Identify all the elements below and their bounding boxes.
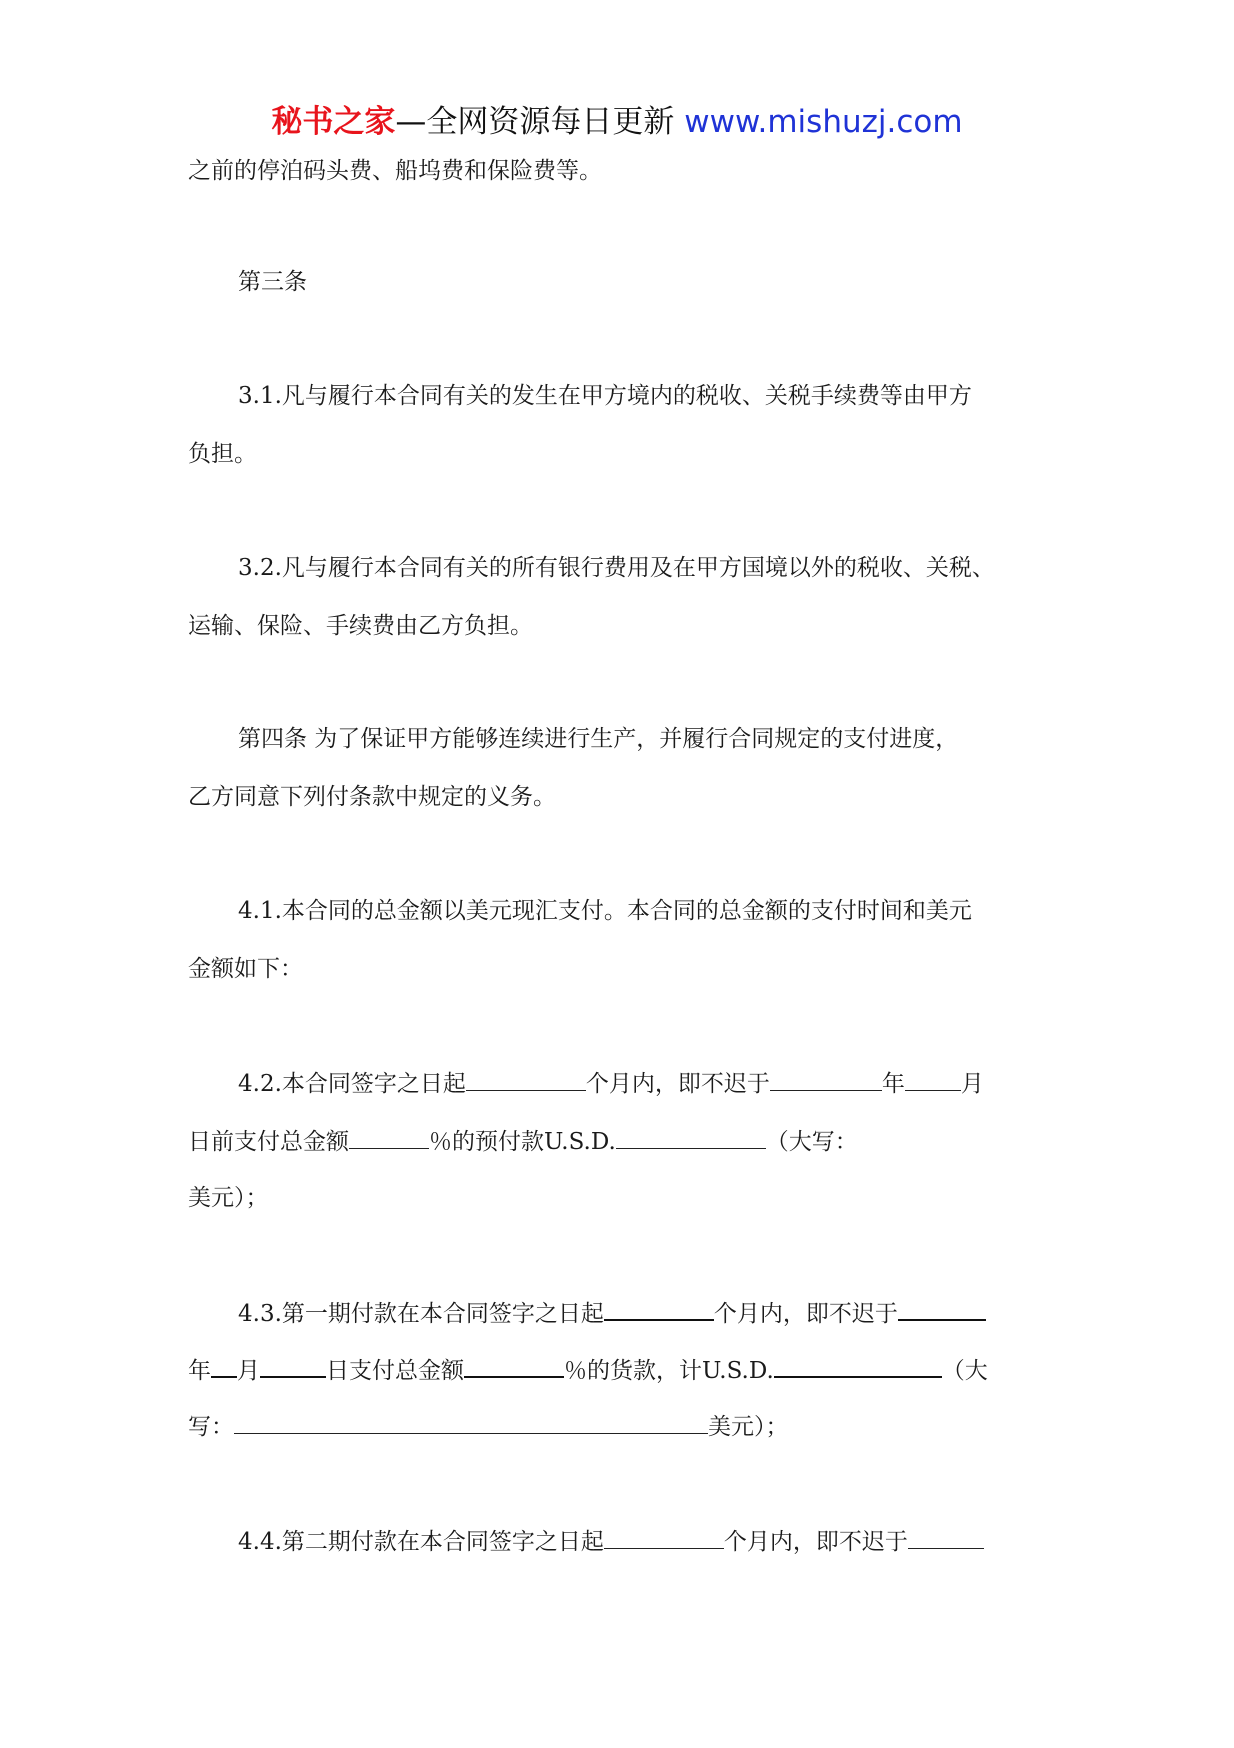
clause-4-3-cont [188, 1354, 988, 1386]
brand-tagline: —全网资源每日更新 [395, 104, 675, 140]
fill-blank[interactable] [898, 1297, 986, 1321]
clause-text: 年 [881, 1071, 905, 1097]
article-4-intro-cont: 乙方同意下列付条款中规定的义务。 [188, 784, 556, 810]
clause-text: ％的货款，计U.S.D. [564, 1358, 774, 1384]
clause-text: 日支付总金额 [326, 1358, 464, 1384]
article-4-intro: 第四条 为了保证甲方能够连续进行生产，并履行合同规定的支付进度， [238, 726, 959, 752]
clause-text: 月 [237, 1358, 260, 1384]
clause-4-4 [238, 1526, 984, 1557]
clause-4-1: 4.1.本合同的总金额以美元现汇支付。本合同的总金额的支付时间和美元 [238, 898, 972, 924]
clause-text: 个月内，即不迟于 [585, 1071, 770, 1097]
clause-4-3-end [188, 1411, 789, 1442]
fill-blank[interactable] [466, 1068, 586, 1091]
clause-text: 个月内，即不迟于 [723, 1529, 908, 1555]
clause-text: ％的预付款U.S.D. [429, 1129, 616, 1155]
fill-blank[interactable] [349, 1126, 429, 1149]
site-watermark-header [0, 102, 1234, 142]
clause-4-2-end: 美元）； [188, 1185, 269, 1211]
fill-blank[interactable] [211, 1354, 237, 1378]
clause-text: 月 [960, 1071, 984, 1097]
clause-text: 4.4.第二期付款在本合同签字之日起 [238, 1529, 604, 1555]
fill-blank[interactable] [774, 1354, 942, 1378]
clause-4-3 [238, 1297, 986, 1329]
clause-text: 日前支付总金额 [188, 1129, 349, 1155]
fill-blank[interactable] [616, 1126, 766, 1149]
clause-text: 4.3.第一期付款在本合同签字之日起 [238, 1301, 604, 1327]
clause-text: 个月内，即不迟于 [713, 1301, 898, 1327]
clause-text: 4.2.本合同签字之日起 [238, 1071, 466, 1097]
fill-blank[interactable] [260, 1354, 326, 1378]
clause-text: 年 [188, 1358, 211, 1384]
clause-4-2 [238, 1068, 984, 1099]
clause-text: （大 [941, 1358, 988, 1384]
clause-3-1: 3.1.凡与履行本合同有关的发生在甲方境内的税收、关税手续费等由甲方 [238, 383, 972, 409]
clause-3-1-cont: 负担。 [188, 441, 257, 467]
fill-blank[interactable] [770, 1068, 882, 1091]
clause-3-2: 3.2.凡与履行本合同有关的所有银行费用及在甲方国境以外的税收、关税、 [238, 555, 995, 581]
text-line: 之前的停泊码头费、船坞费和保险费等。 [188, 158, 602, 184]
clause-4-2-cont [188, 1126, 858, 1157]
fill-blank[interactable] [234, 1411, 708, 1434]
brand-name: 秘书之家 [271, 104, 396, 140]
fill-blank[interactable] [905, 1068, 961, 1091]
fill-blank[interactable] [604, 1297, 714, 1321]
site-url: www.mishuzj.com [684, 104, 963, 140]
clause-text: （大写： [765, 1129, 858, 1155]
clause-3-2-cont: 运输、保险、手续费由乙方负担。 [188, 613, 533, 639]
fill-blank[interactable] [464, 1354, 564, 1378]
clause-4-1-cont: 金额如下： [188, 956, 303, 982]
clause-text: 写： [188, 1414, 234, 1440]
fill-blank[interactable] [908, 1526, 984, 1549]
clause-text: 美元）； [708, 1414, 789, 1440]
fill-blank[interactable] [604, 1526, 724, 1549]
article-heading-3: 第三条 [238, 269, 307, 295]
